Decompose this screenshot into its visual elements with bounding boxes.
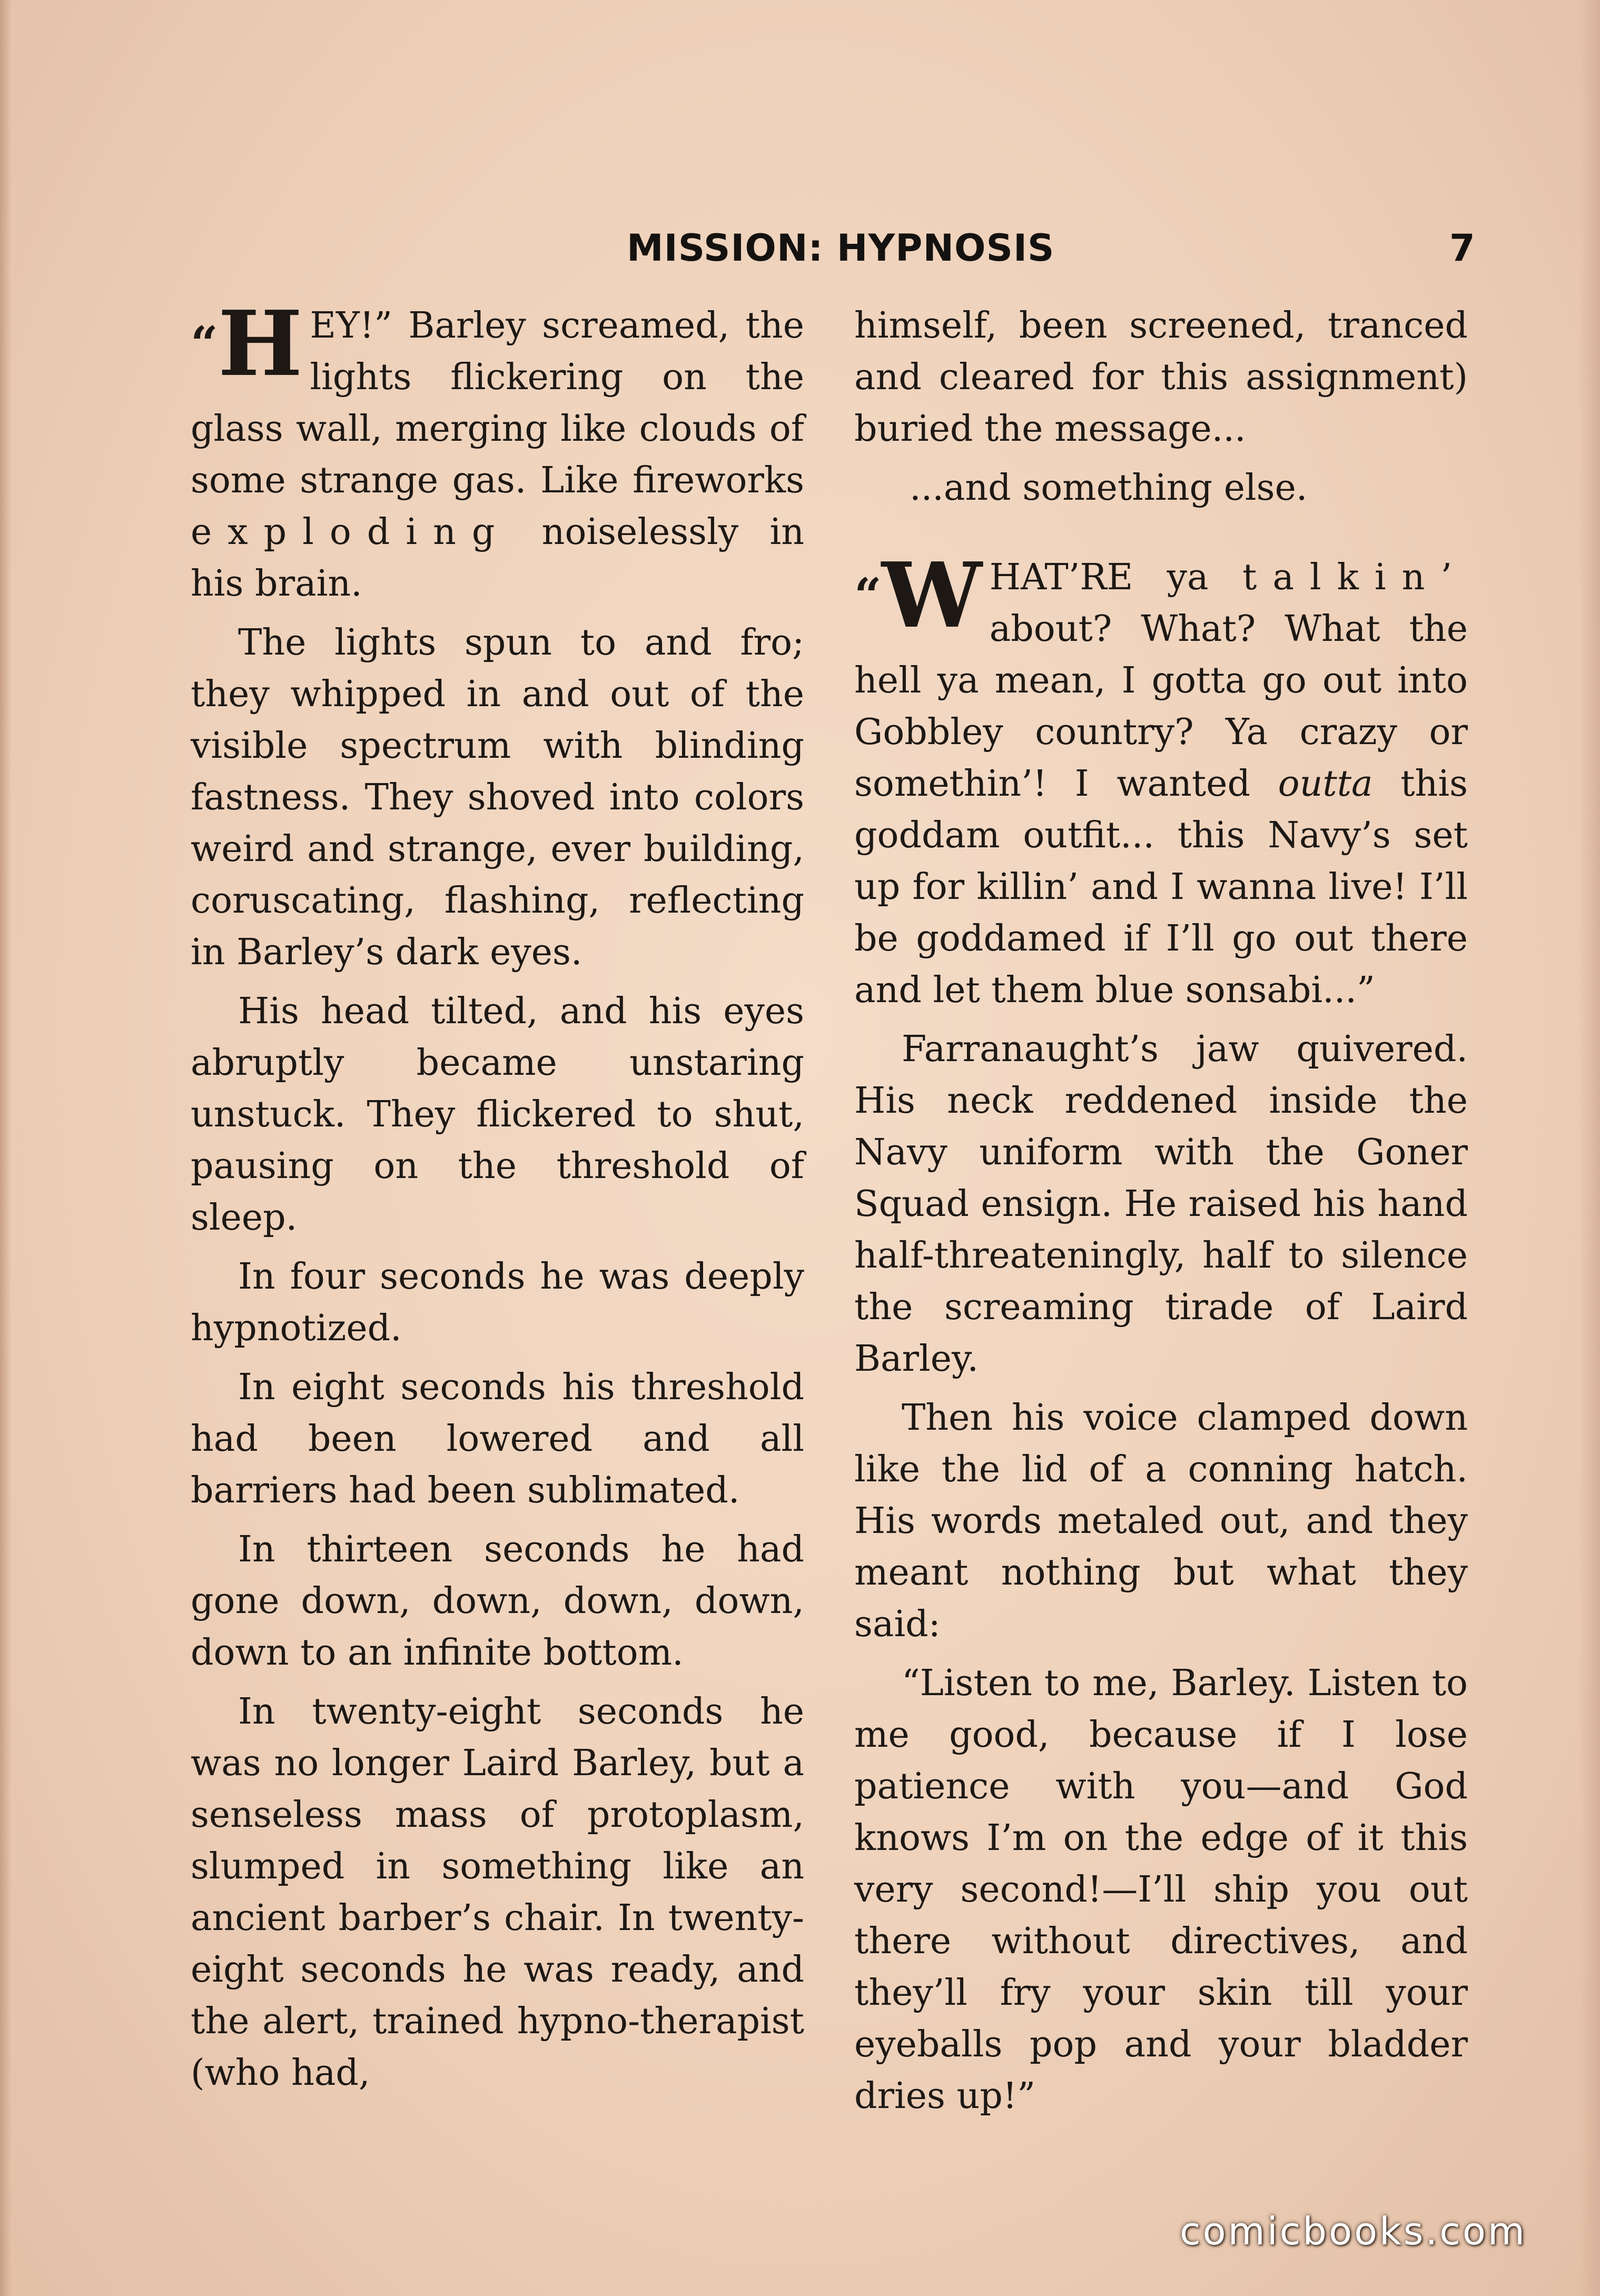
running-title: MISSION: HYPNOSIS [627, 226, 1055, 270]
paragraph-rest: noiselessly in his brain. [191, 511, 804, 605]
drop-cap-quote: “ [191, 316, 218, 372]
site-watermark: comicbooks.com [1180, 2209, 1527, 2253]
paragraph-lead: EY!” Barley screamed, the lights flickering on the glass wall, merging like clouds of some strange gas. Like fireworks [191, 305, 804, 501]
paragraph-something-else: ...and something else. [910, 467, 1308, 509]
left-column [191, 291, 804, 2106]
drop-cap-letter: W [881, 543, 982, 648]
paragraph-lead: HAT’RE ya [989, 557, 1243, 598]
paragraph-eight-seconds: In eight seconds his threshold had been lowered and all barriers had been sublimated. [191, 1367, 804, 1511]
paragraph-listen-to-me: “Listen to me, Barley. Listen to me good, because if I lose patience with you—and God knows I’m on the edge of it this very second!—I’ll ship you out there without directives, and they’ll fry your skin till your eyeballs pop and your bladder dries up!” [854, 1662, 1468, 2117]
running-header [0, 226, 1600, 279]
paragraph-twenty-eight-seconds: In twenty-eight seconds he was no longer Laird Barley, but a senseless mass of protoplasm, slumped in something like an ancient barber’s chair. In twenty-eight seconds he was ready, and the alert, trained hypno-therapist (who had, [191, 1691, 804, 2094]
page-edge-shadow-left [0, 0, 12, 2296]
drop-cap-letter: H [218, 291, 303, 397]
page-edge-shadow-right [1579, 0, 1600, 2296]
paragraph-lights-spun: The lights spun to and fro; they whipped in and out of the visible spectrum with blinding fastness. They shoved into colors weird and strange, ever building, coruscating, flashing, reflecting in Barley’s dark eyes. [191, 622, 804, 973]
paragraph-continuation: himself, been screened, tranced and cleared for this assignment) buried the message... [854, 305, 1468, 450]
paragraph-voice-clamped: Then his voice clamped down like the lid of a conning hatch. His words metaled out, and they meant nothing but what they said: [854, 1397, 1468, 1645]
italic-word: outta [1278, 763, 1373, 805]
paragraph-hey [191, 291, 804, 610]
spaced-word: talkin’ [1242, 557, 1468, 598]
paragraph-head-tilted: His head tilted, and his eyes abruptly became unstaring unstuck. They flickered to shut, pausing on the threshold of sleep. [191, 991, 804, 1239]
paragraph-farranaught-jaw: Farranaught’s jaw quivered. His neck reddened inside the Navy uniform with the Goner Squad ensign. He raised his hand half-threateningly, half to silence the screaming tirade of Laird Barley. [854, 1028, 1468, 1380]
drop-cap-quote: “ [854, 568, 882, 624]
paragraph-middle: about? What? What the hell ya mean, I gotta go out into Gobbley country? Ya crazy or somethin’! I wanted [854, 608, 1468, 805]
page-number: 7 [1449, 226, 1475, 270]
drop-cap [191, 291, 303, 397]
paragraph-four-seconds: In four seconds he was deeply hypnotized. [191, 1256, 804, 1349]
spaced-word: exploding [191, 511, 511, 553]
paragraph-rest: this goddam outfit... this Navy’s set up for killin’ and I wanna live! I’ll be goddamed if I’ll go out there and let them blue sonsabi...” [854, 763, 1468, 1011]
paragraph-thirteen-seconds: In thirteen seconds he had gone down, down, down, down, down to an infinite bottom. [191, 1529, 804, 1674]
right-column [854, 300, 1468, 2130]
paragraph-whatre-ya-talkin [854, 543, 1468, 1016]
drop-cap [854, 543, 982, 648]
